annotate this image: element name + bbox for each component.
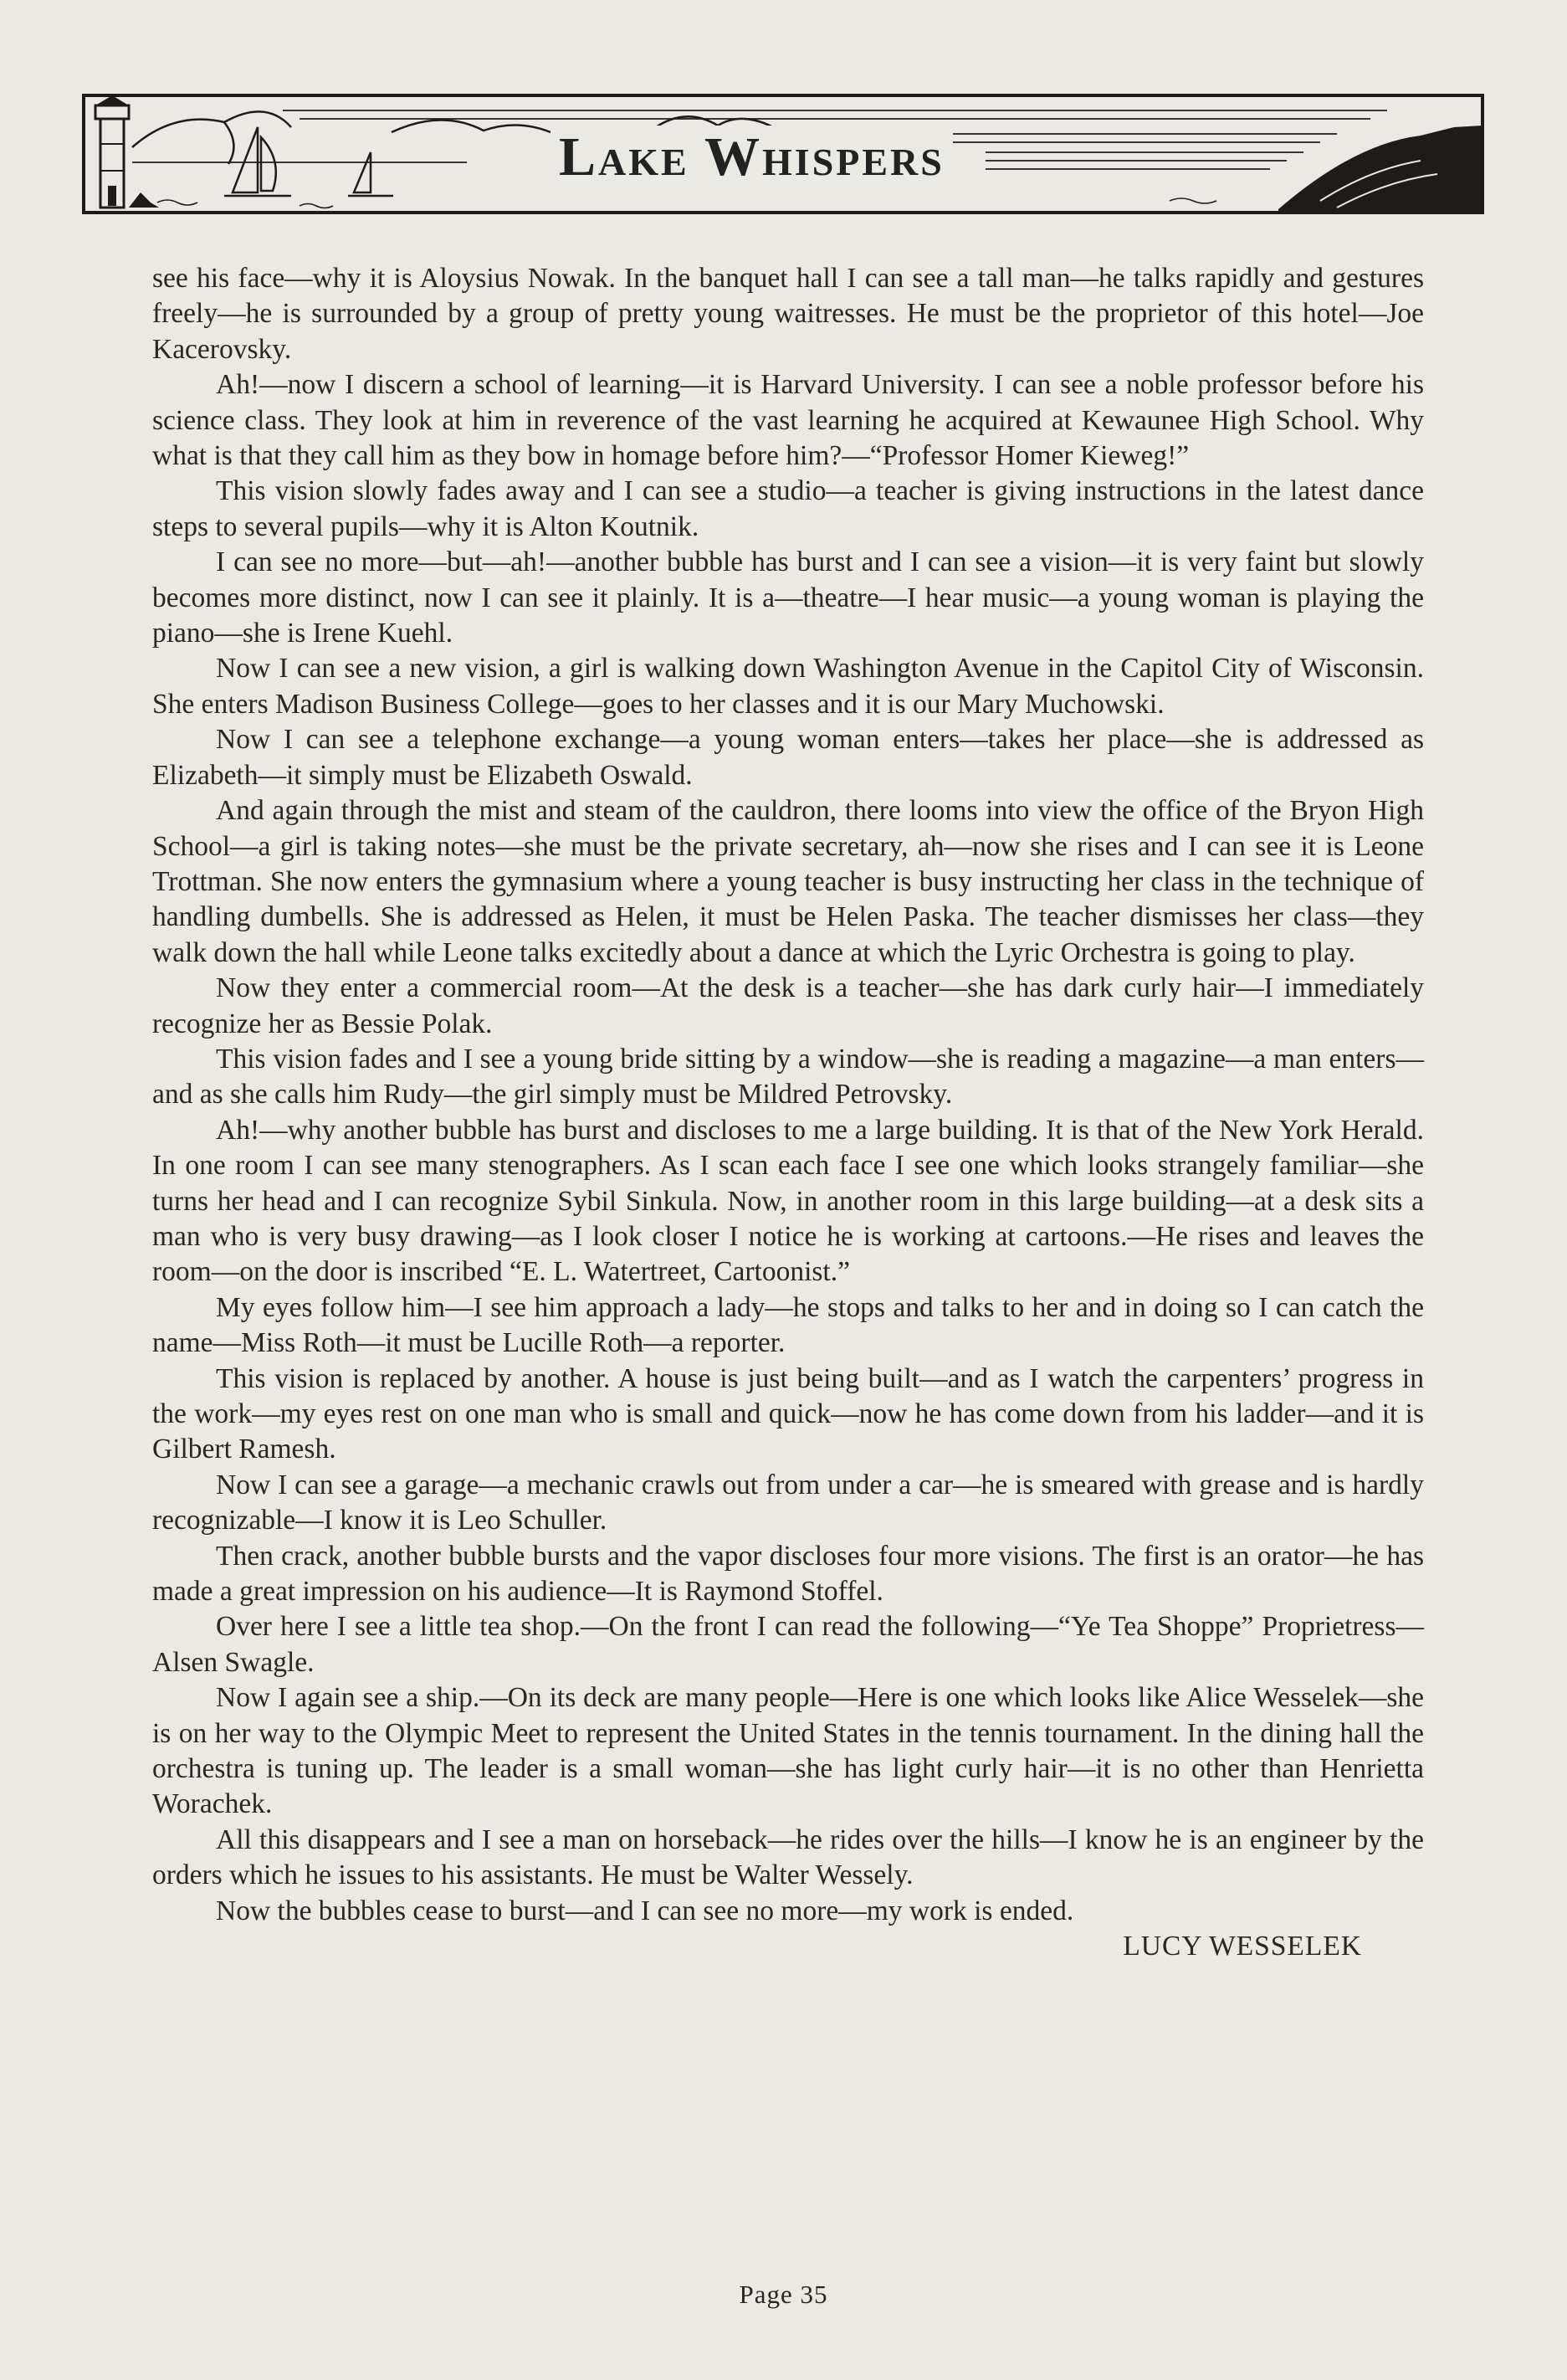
paragraph: This vision slowly fades away and I can see a studio—a teacher is giving instructions in the latest dance steps to several pupils—why it is Alton Koutnik. [152, 475, 1424, 542]
article-body [152, 261, 1424, 1965]
paragraph: Ah!—now I discern a school of learning—it is Harvard University. I can see a noble professor before his science class. They look at him in reverence of the vast learning he acquired at Kewaunee High School. Why what is that they call him as they bow in homage before him?—“Professor Homer Kieweg!” [152, 369, 1424, 472]
paragraph: This vision fades and I see a young bride sitting by a window—she is reading a magazine—a man enters—and as she calls him Rudy—the girl simply must be Mildred Petrovsky. [152, 1043, 1424, 1110]
paragraph: My eyes follow him—I see him approach a lady—he stops and talks to her and in doing so I can catch the name—Miss Roth—it must be Lucille Roth—a reporter. [152, 1291, 1424, 1359]
paragraph: All this disappears and I see a man on horseback—he rides over the hills—I know he is an engineer by the orders which he issues to his assistants. He must be Walter Wessely. [152, 1823, 1424, 1891]
lighthouse-icon [95, 95, 159, 208]
paragraph: Ah!—why another bubble has burst and discloses to me a large building. It is that of the New York Herald. In one room I can see many stenographers. As I scan each face I see one which looks strangely familiar—she turns her head and I can recognize Sybil Sinkula. Now, in another room in this large building—at a desk sits a man who is very busy drawing—as I look closer I notice he is working at cartoons.—He rises and leaves the room—on the door is inscribed “E. L. Watertreet, Cartoonist.” [152, 1114, 1424, 1288]
paragraph: I can see no more—but—ah!—another bubble has burst and I can see a vision—it is very faint but slowly becomes more distinct, now I can see it plainly. It is a—theatre—I hear music—a young woman is playing the piano—she is Irene Kuehl. [152, 546, 1424, 649]
paragraph: see his face—why it is Aloysius Nowak. In the banquet hall I can see a tall man—he talks rapidly and gestures freely—he is surrounded by a group of pretty young waitresses. He must be the proprietor of this hotel—Joe Kacerovsky. [152, 263, 1424, 365]
masthead-title: Lake Whispers [550, 126, 953, 189]
paragraph: Now I can see a new vision, a girl is walking down Washington Avenue in the Capitol City of Wisconsin. She enters Madison Business College—goes to her classes and it is our Mary Muchowski. [152, 653, 1424, 720]
paragraph: Now they enter a commercial room—At the desk is a teacher—she has dark curly hair—I immediately recognize her as Bessie Polak. [152, 972, 1424, 1039]
page-number: Page 35 [739, 2280, 828, 2309]
author-signature: LUCY WESSELEK [1123, 1931, 1362, 1962]
header-banner [82, 94, 1484, 215]
sailboat-icon [224, 127, 393, 196]
paragraph: And again through the mist and steam of the cauldron, there looms into view the office of the Bryon High School—a girl is taking notes—she must be the private secretary, ah—now she rises and I can see it is Leone Trottman. She now enters the gymnasium where a young teacher is busy instructing her class in the technique of handling dumbells. She is addressed as Helen, it must be Helen Paska. The teacher dismisses her class—they walk down the hall while Leone talks excitedly about a dance at which the Lyric Orchestra is going to play. [152, 795, 1424, 968]
paragraph: Now I again see a ship.—On its deck are many people—Here is one which looks like Alice Wesselek—she is on her way to the Olympic Meet to represent the United States in the tennis tournament. In the dining hall the orchestra is tuning up. The leader is a small woman—she has light curly hair—it is no other than Henrietta Worachek. [152, 1682, 1424, 1820]
paragraph: Then crack, another bubble bursts and the vapor discloses four more visions. The first is an orator—he has made a great impression on his audience—It is Raymond Stoffel. [152, 1540, 1424, 1608]
paragraph: This vision is replaced by another. A house is just being built—and as I watch the carpenters’ progress in the work—my eyes rest on one man who is small and quick—now he has come down from his ladder—and it is Gilbert Ramesh. [152, 1362, 1424, 1465]
paragraph: Now I can see a garage—a mechanic crawls out from under a car—he is smeared with grease and is hardly recognizable—I know it is Leo Schuller. [152, 1469, 1424, 1536]
paragraph: Now I can see a telephone exchange—a young woman enters—takes her place—she is addressed as Elizabeth—it simply must be Elizabeth Oswald. [152, 724, 1424, 791]
paragraph: Now the bubbles cease to burst—and I can see no more—my work is ended. [216, 1895, 1074, 1926]
waves [157, 198, 1216, 208]
shoreline-hill [1278, 126, 1483, 213]
paragraph: Over here I see a little tea shop.—On the front I can read the following—“Ye Tea Shoppe” Proprietress—Alsen Swagle. [152, 1611, 1424, 1678]
